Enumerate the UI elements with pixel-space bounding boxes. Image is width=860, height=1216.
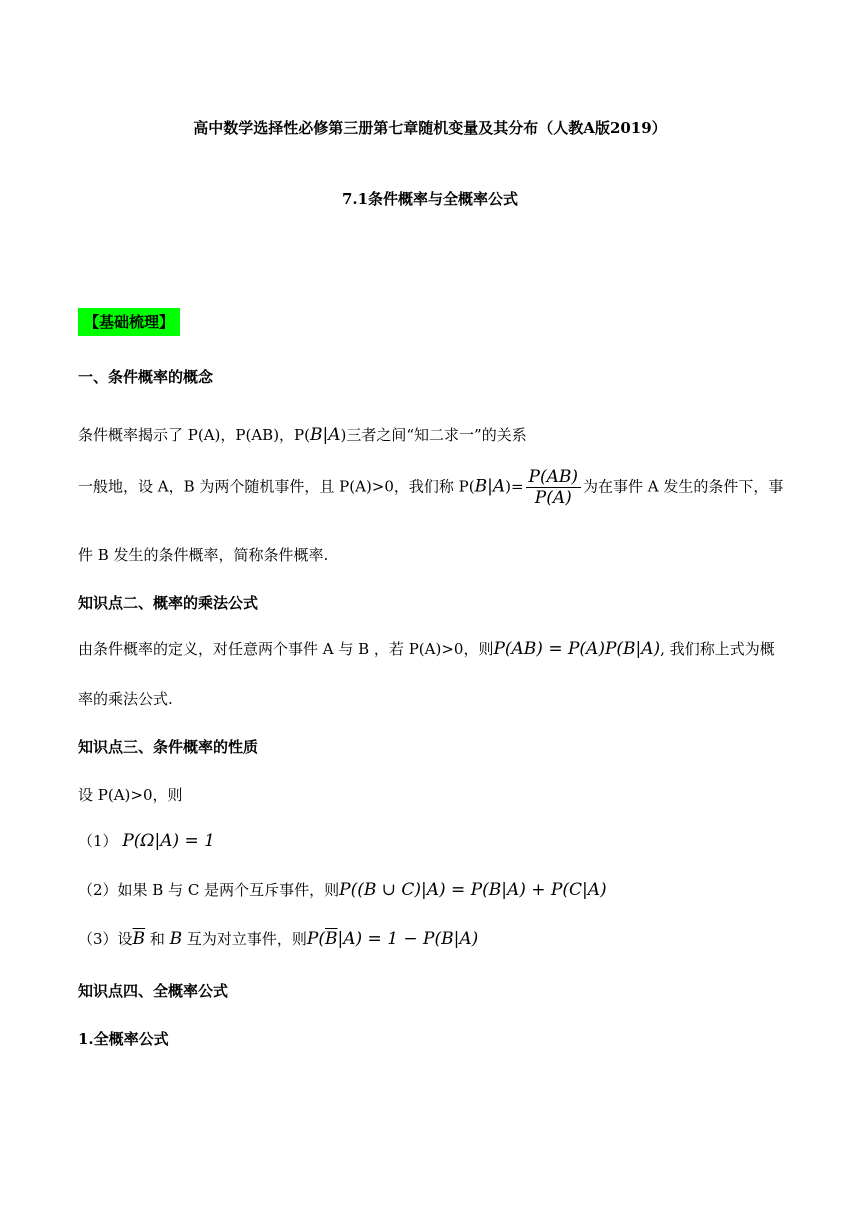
formula-fraction [526,467,581,508]
text: 条件概率揭示了 P(A)，P(AB)，P( [78,426,310,444]
paragraph-multiplication [78,638,775,659]
property-item-2 [78,879,607,900]
formula-property-1: P(Ω|A) = 1 [122,831,215,851]
paragraph-continuation: 件 B 发生的条件概率，简称条件概率. [78,546,329,564]
subsection-heading: 1.全概率公式 [78,1030,169,1048]
text: 一般地，设 A，B 为两个随机事件，且 P(A)>0，我们称 P( [78,477,475,496]
paragraph-continuation: 率的乘法公式. [78,690,173,708]
section-heading-4: 知识点四、全概率公式 [78,982,229,1000]
text: 互为对立事件，则 [186,930,307,948]
formula-part: P( [306,929,325,949]
property-item-1 [78,830,215,851]
formula-b-complement: $\overline{B}$ [132,929,146,949]
item-label: （1） [78,832,118,850]
formula-b: B [169,929,183,949]
formula-b-complement: $\overline{B}$ [325,929,338,949]
section-heading-1: 一、条件概率的概念 [78,368,214,386]
text: )= [505,477,524,496]
text: , 我们称上式为概 [660,640,775,658]
text: 和 [149,930,165,948]
fraction-denominator: P(A) [534,488,572,508]
text: 由条件概率的定义，对任意两个事件 A 与 B ，若 P(A)>0，则 [78,640,494,658]
formula-property-3 [307,929,478,949]
paragraph-properties-intro: 设 P(A)>0，则 [78,786,183,804]
section-heading-3: 知识点三、条件概率的性质 [78,738,259,756]
text: （3）设 [78,930,133,948]
text: )三者之间“知二求一”的关系 [340,426,527,444]
paragraph-conditional-definition [78,467,783,508]
section-heading-2: 知识点二、概率的乘法公式 [78,594,259,612]
fraction-numerator: P(AB) [526,467,581,488]
text: 为在事件 A 发生的条件下，事 [583,477,784,496]
formula-part: |A) = 1 − P(B|A) [337,929,479,949]
formula-multiplication: P(AB) = P(A)P(B|A) [493,639,661,659]
basics-badge: 【基础梳理】 [78,308,180,336]
formula-b-given-a: B|A [474,476,506,497]
property-item-3 [78,928,478,949]
section-title: 7.1条件概率与全概率公式 [341,190,519,208]
formula-b-given-a: B|A [310,425,341,445]
document-title: 高中数学选择性必修第三册第七章随机变量及其分布（人教A版2019） [193,119,667,137]
paragraph-conditional-intro [78,424,527,445]
text: （2）如果 B 与 C 是两个互斥事件，则 [78,881,340,899]
formula-property-2: P((B ∪ C)|A) = P(B|A) + P(C|A) [339,880,607,900]
